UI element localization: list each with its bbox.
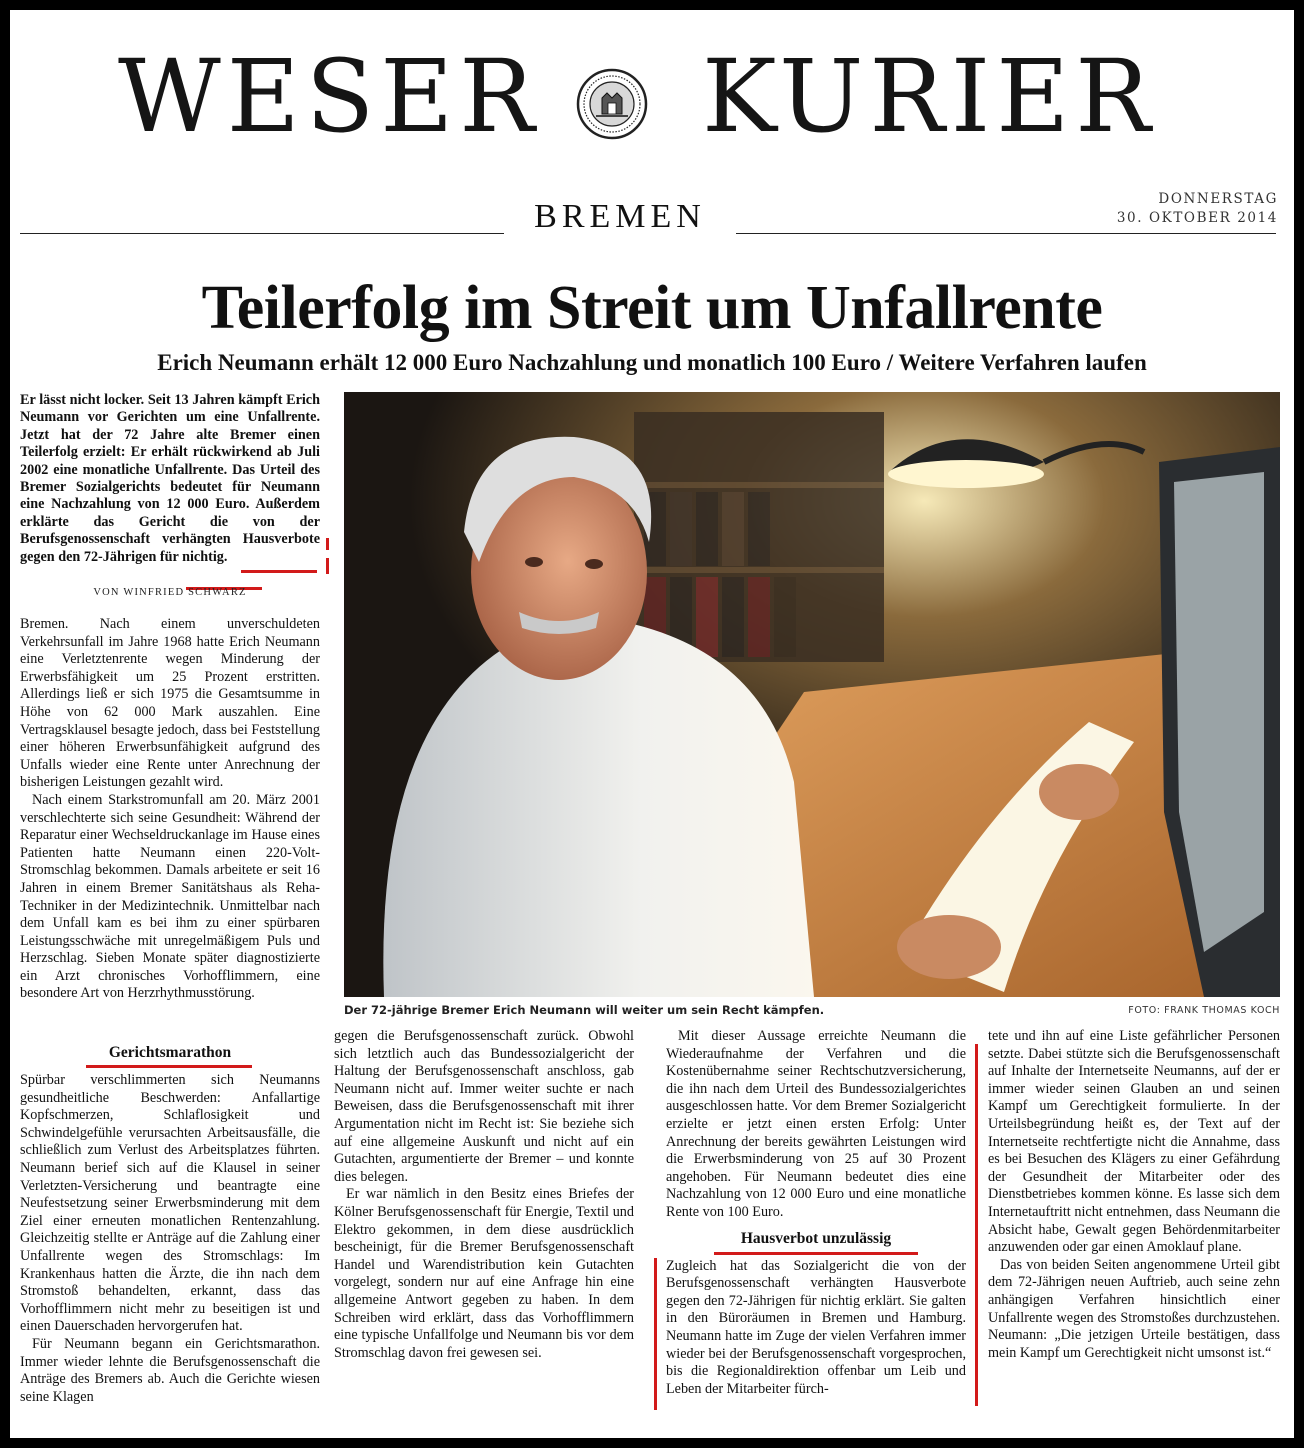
paragraph-10: Das von beiden Seiten angenommene Urteil gibt dem 72-Jährigen neuen Auftrieb, auch seine zehn anhängigen Verfahren hinsichtlich einer Unfallrente wegen des Stromstoßes durchzustehen. Neumann: „Die jetzigen Urteile bestätigen, dass mein Kampf um Gerechtigkeit nicht umsonst ist.“ [988,1256,1280,1361]
highlight-vline-column-3 [654,1258,657,1410]
highlight-underline-hausverbote [241,570,317,573]
highlight-mark-bottom [326,558,329,574]
article-photo [344,392,1280,997]
column-3-top [666,1028,966,1222]
column-4 [988,1028,1280,1362]
section-heading-hausverbot: Hausverbot unzulässig [740,1229,892,1247]
section-heading-gerichtsmarathon: Gerichtsmarathon [108,1044,232,1061]
paragraph-3: Spürbar verschlimmerten sich Neumanns gesundheitliche Beschwerden: Anfallartige Kopfschmerzen, Schlaflosigkeit und Schwindelgefühle verursachten Arbeitsausfälle, die schließlich zum Verlust des Arbeitsplatzes führten. Neumann berief sich auf die Klausel in seiner Verletzten-Versicherung und beantragte eine Neufestsetzung seiner Erwerbsminderung mit dem Ziel einer erneuten monatlichen Rentenzahlung. Gleichzeitig stellte er Anträge auf die Zahlung einer Unfallrente wegen des Stromschlags: Im Krankenhaus hatten die Ärzte, die ihn nach dem Stromstoß behandelten, erkannt, dass das Vorhofflimmern nicht mehr zu beseitigen ist und einen Dauerschaden hervorgerufen hat. [20,1072,320,1335]
city-seal-icon [576,68,648,140]
paragraph-8: Zugleich hat das Sozialgericht die von der Berufsgenossenschaft verhängten Hausverbote gegen den 72-Jährigen für nichtig erklärt. Sie galten in den Büroräumen in Bremen und Hamburg. Neumann hatte im Zuge der vielen Verfahren immer wieder bei der Berufsgenossenschaft vorgesprochen, bis die Regionaldirektion offenbar um Leib und Leben der Mitarbeiter fürch- [666,1257,966,1397]
photo-credit: FOTO: FRANK THOMAS KOCH [1128,1005,1280,1016]
newspaper-page [10,10,1294,1438]
edition-rule-left [20,233,504,234]
masthead-title-right: KURIER [702,38,1157,155]
highlight-underline-gerichtsmarathon [86,1065,252,1068]
paragraph-5: gegen die Berufsgenossenschaft zurück. Obwohl sich letztlich auch das Bundessozialgericht der Haltung der Berufsgenossenschaft anschloss, gab Neumann nicht auf. Immer weiter suchte er nach Beweisen, dass die Berufsgenossenschaft mit ihrer Argumentation nicht im Recht ist: Sie beziehe sich auf eine allgemeine Auskunft und nicht auf ein Gutachten, argumentierte der Bremer – und konnte dies belegen. [334,1028,634,1185]
masthead-title-left: WESER [118,38,541,155]
highlight-underline-hausverbot-heading [714,1252,918,1255]
column-1-top [20,616,320,1003]
dateline [1117,190,1278,228]
highlight-mark-top [326,538,329,550]
headline: Teilerfolg im Streit um Unfallrente [201,274,1103,342]
column-3-bottom [666,1258,966,1399]
article-lead: Er lässt nicht locker. Seit 13 Jahren kämpft Erich Neumann vor Gerichten um eine Unfallrente. Jetzt hat der 72 Jahre alte Bremer einen Teilerfolg erzielt: Er erhält rückwirkend ab Juli 2002 eine monatliche Unfallrente. Das Urteil des Bremer Sozialgerichts bedeutet für Neumann eine Nachzahlung von 12 000 Euro. Außerdem erklärte das Gericht die von der Berufsgenossenschaft verhängten Hausverbote gegen den 72-Jährigen für nichtig. [20,392,320,565]
paragraph-1: Bremen. Nach einem unverschuldeten Verkehrsunfall im Jahre 1968 hatte Erich Neumann eine Verletztenrente wegen Minderung der Erwerbsfähigkeit um 25 Prozent erstritten. Allerdings ließ er sich 1975 die Gesamtsumme in Höhe von 62 000 Mark auszahlen. Eine Vertragsklausel besagte jedoch, dass bei Feststellung einer höheren Erwerbsunfähigkeit aufgrund des Unfalls wieder eine Rente unter Anrechnung der bisherigen Leistungen gezahlt wird. [20,616,320,791]
paragraph-9: tete und ihn auf eine Liste gefährlicher Personen setzte. Dabei stützte sich die Berufsgenossenschaft auf Inhalte der Internetseite Neumanns, auf der er immer wieder seinen Glauben an und seinen Kampf um Gerechtigkeit formulierte. In der Urteilsbegründung heißt es, der Text auf der Internetseite rechtfertigte nicht die Annahme, dass es bei Besuchen des Klägers zu einer Gefährdung der Gesundheit der Mitarbeiter oder des Dienstbetriebes kommen könne. Es lasse sich dem Internetauftritt nicht entnehmen, dass Neumann die Absicht habe, Gewalt gegen Behördenmitarbeiter anzuwenden oder gar einen Amoklauf plane. [988,1028,1280,1256]
edition-name: BREMEN [534,198,706,235]
subheadline: Erich Neumann erhält 12 000 Euro Nachzahlung und monatlich 100 Euro / Weitere Verfahren laufen [157,350,1147,375]
column-1-bottom [20,1072,320,1406]
paragraph-2: Nach einem Starkstromunfall am 20. März 2001 verschlechterte sich seine Gesundheit: Während der Reparatur einer Wechseldruckanlage im Hause eines Patienten hatte Neumann einen 220-Volt-Stromschlag bekommen. Damals arbeitete er seit 16 Jahren in einem Bremer Sanitätshaus als Reha-Techniker in der Medizintechnik. Unmittelbar nach dem Unfall kam es bei ihm zu einer spürbaren Leistungsschwäche mit unregelmäßigem Puls und Herzschlag. Sieben Monate später diagnostizierte ein Arzt chronisches Vorhofflimmern, eine besondere Art von Herzrhythmusstörung. [20,791,320,1002]
dateline-date: 30. OKTOBER 2014 [1116,210,1278,226]
photo-caption: Der 72-jährige Bremer Erich Neumann will weiter um sein Recht kämpfen. [344,1003,825,1017]
paragraph-6: Er war nämlich in den Besitz eines Briefes der Kölner Berufsgenossenschaft für Energie, Textil und Elektro gekommen, in dem diese ausdrücklich bescheinigt, für die Bremer Berufsgenossenschaft Handel und Warendistribution kein Gutachten vorgelegt, sondern nur auf eine Anfrage hin eine allgemeine Antwort gegeben zu haben. In dem Schreiben wird erklärt, dass das Vorhofflimmern eine typische Unfallfolge und Neumann bis vor dem Stromschlag davon frei gewesen sei. [334,1186,634,1361]
paragraph-4: Für Neumann begann ein Gerichtsmarathon. Immer wieder lehnte die Berufsgenossenschaft die Anträge des Bremers ab. Auch die Gerichte wiesen seine Klagen [20,1335,320,1405]
edition-rule-right [736,233,1276,234]
paragraph-7: Mit dieser Aussage erreichte Neumann die Wiederaufnahme der Verfahren und die Kostenübernahme seiner Rechtschutzversicherung, die ihn nach dem Urteil des Bundessozialgerichtes ausgeschlossen hatte. Vor dem Bremer Sozialgericht erzielte er jetzt einen ersten Erfolg: Unter Anrechnung der bereits gewährten Leistungen wird die Erwerbsminderung von 25 auf 30 Prozent angehoben. Für Neumann bedeutet dies eine Nachzahlung von 12 000 Euro und eine monatliche Rente von 100 Euro. [666,1028,966,1220]
highlight-vline-column-4 [975,1044,978,1406]
byline: VON WINFRIED SCHWARZ [93,587,247,598]
column-2 [334,1028,634,1362]
dateline-day: DONNERSTAG [1158,191,1278,207]
